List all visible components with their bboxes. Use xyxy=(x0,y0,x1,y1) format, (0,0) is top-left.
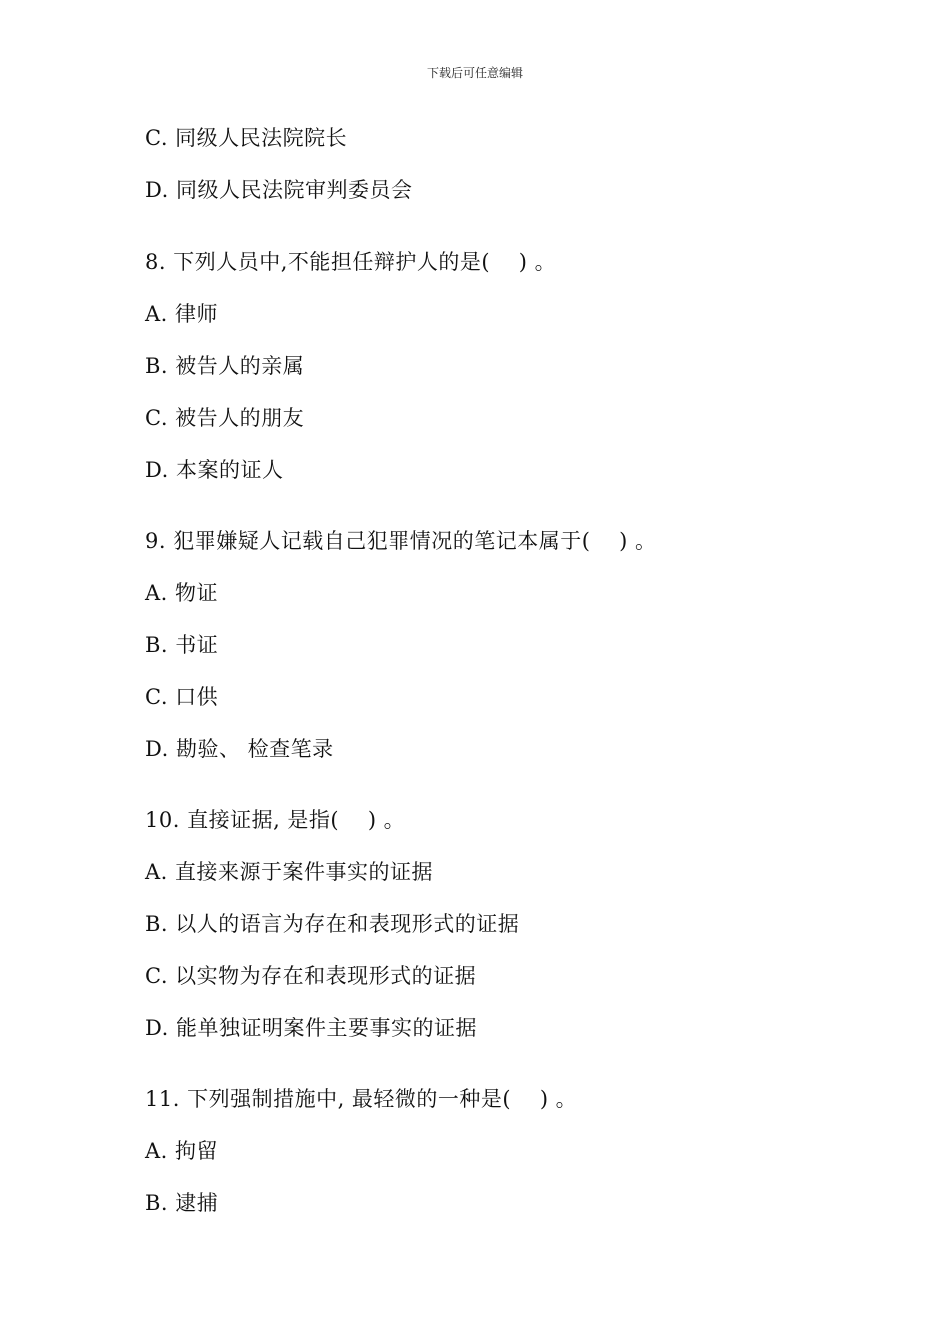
option-10c: C. 以实物为存在和表现形式的证据 xyxy=(145,964,477,988)
option-9d: D. 勘验、 检查笔录 xyxy=(145,737,334,761)
option-10b: B. 以人的语言为存在和表现形式的证据 xyxy=(145,912,520,936)
option-10a: A. 直接来源于案件事实的证据 xyxy=(145,860,434,884)
option-9b: B. 书证 xyxy=(145,633,219,657)
option-9c: C. 口供 xyxy=(145,685,219,709)
option-8b: B. 被告人的亲属 xyxy=(145,354,305,378)
option-7d: D. 同级人民法院审判委员会 xyxy=(145,178,413,202)
question-10: 10. 直接证据, 是指( ) 。 xyxy=(145,808,406,832)
option-7c: C. 同级人民法院院长 xyxy=(145,126,348,150)
option-8a: A. 律师 xyxy=(145,302,219,326)
question-8: 8. 下列人员中,不能担任辩护人的是( ) 。 xyxy=(145,250,557,274)
page-header: 下载后可任意编辑 xyxy=(426,66,523,80)
option-8c: C. 被告人的朋友 xyxy=(145,406,305,430)
option-11a: A. 拘留 xyxy=(145,1139,219,1163)
option-10d: D. 能单独证明案件主要事实的证据 xyxy=(145,1016,477,1040)
question-11: 11. 下列强制措施中, 最轻微的一种是( ) 。 xyxy=(145,1087,578,1111)
option-11b: B. 逮捕 xyxy=(145,1191,219,1215)
option-8d: D. 本案的证人 xyxy=(145,458,284,482)
option-9a: A. 物证 xyxy=(145,581,219,605)
question-9: 9. 犯罪嫌疑人记载自己犯罪情况的笔记本属于( ) 。 xyxy=(145,529,657,553)
